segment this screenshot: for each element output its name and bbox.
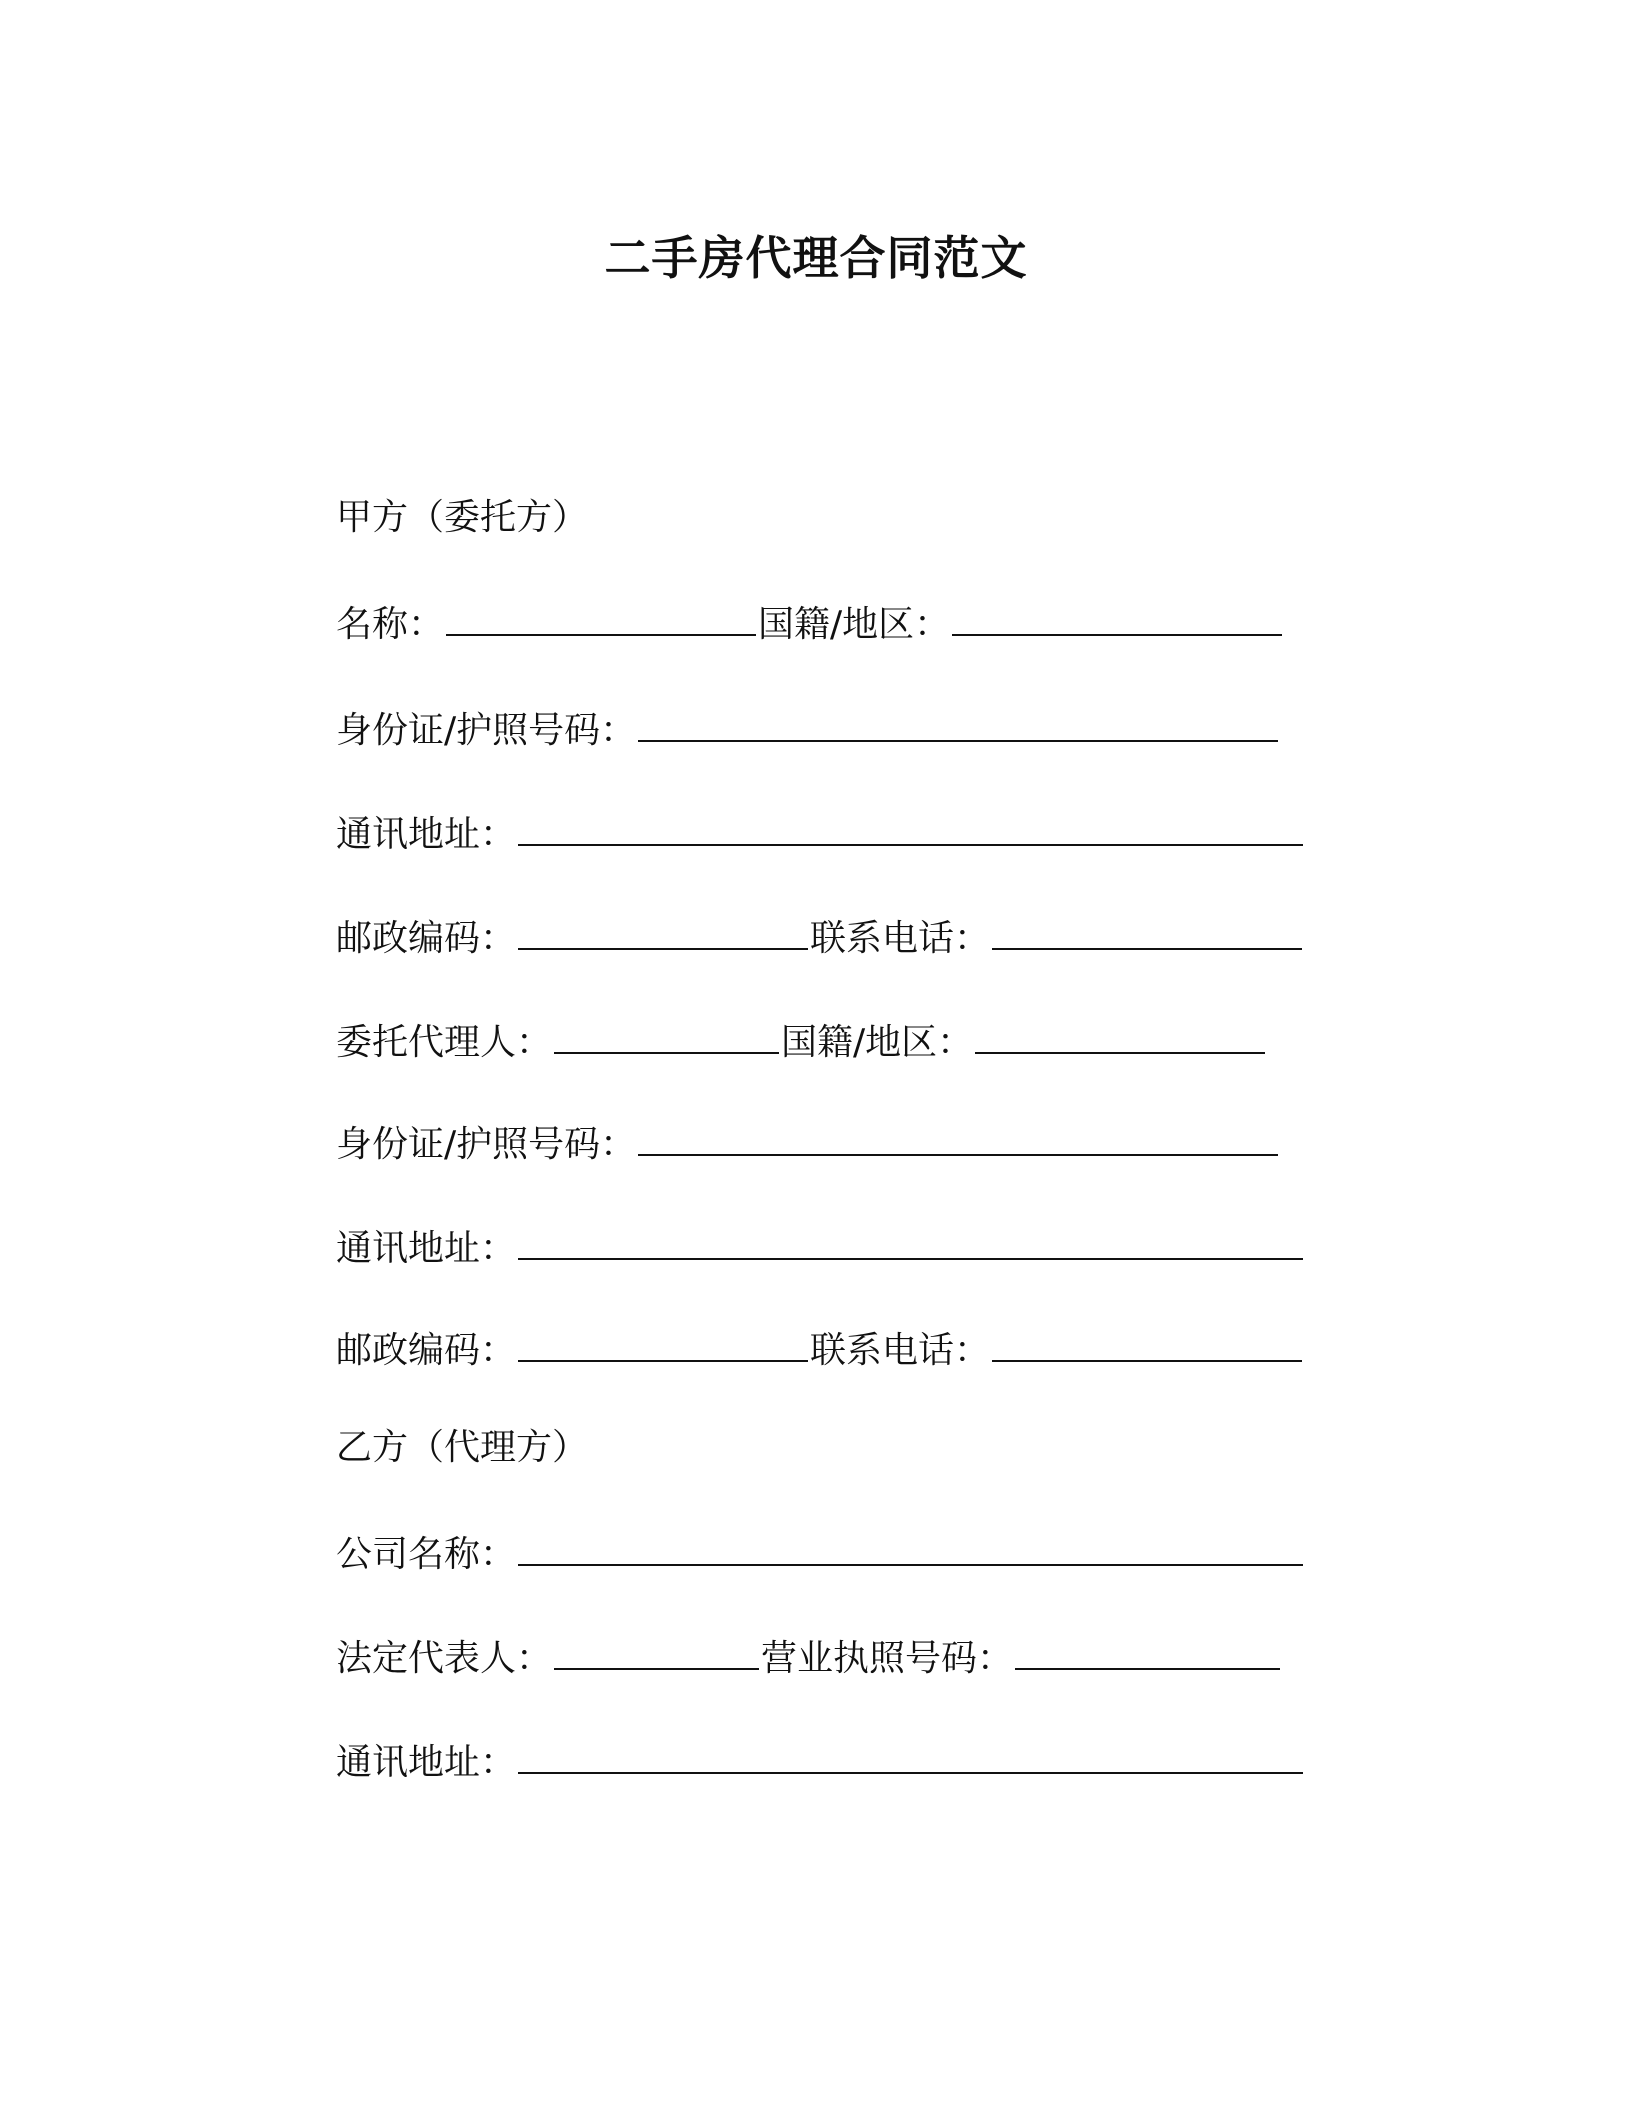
agent-nationality-blank[interactable] xyxy=(975,1018,1265,1054)
license-label: 营业执照号码： xyxy=(761,1638,1014,1679)
party-a-agent-postcode-row xyxy=(336,1326,1304,1375)
nationality-blank[interactable] xyxy=(952,600,1282,636)
phone-blank[interactable] xyxy=(992,914,1302,950)
party-b-legal-rep-row xyxy=(336,1634,1282,1683)
agent-address-label: 通讯地址： xyxy=(336,1228,517,1269)
agent-phone-blank[interactable] xyxy=(992,1326,1302,1362)
company-blank[interactable] xyxy=(518,1530,1303,1566)
agent-phone-label: 联系电话： xyxy=(810,1330,991,1371)
id-label: 身份证/护照号码： xyxy=(336,710,637,751)
company-address-label: 通讯地址： xyxy=(336,1742,517,1783)
phone-label: 联系电话： xyxy=(810,918,991,959)
party-a-agent-row xyxy=(336,1018,1267,1067)
agent-postcode-label: 邮政编码： xyxy=(336,1330,517,1371)
postcode-label: 邮政编码： xyxy=(336,918,517,959)
party-a-id-row xyxy=(336,706,1280,755)
party-b-heading: 乙方（代理方） xyxy=(336,1427,589,1468)
name-blank[interactable] xyxy=(446,600,756,636)
name-label: 名称： xyxy=(336,604,445,645)
party-a-heading: 甲方（委托方） xyxy=(336,497,589,538)
agent-blank[interactable] xyxy=(554,1018,779,1054)
legal-rep-blank[interactable] xyxy=(554,1634,759,1670)
party-b-address-row xyxy=(336,1738,1305,1787)
company-address-blank[interactable] xyxy=(518,1738,1303,1774)
party-a-address-row xyxy=(336,810,1305,859)
id-blank[interactable] xyxy=(638,706,1278,742)
address-blank[interactable] xyxy=(518,810,1303,846)
party-b-company-row xyxy=(336,1530,1305,1579)
agent-postcode-blank[interactable] xyxy=(518,1326,808,1362)
agent-id-blank[interactable] xyxy=(638,1120,1278,1156)
postcode-blank[interactable] xyxy=(518,914,808,950)
legal-rep-label: 法定代表人： xyxy=(336,1638,553,1679)
document-title: 二手房代理合同范文 xyxy=(604,231,1028,285)
license-blank[interactable] xyxy=(1015,1634,1280,1670)
party-a-agent-id-row xyxy=(336,1120,1280,1169)
agent-label: 委托代理人： xyxy=(336,1022,553,1063)
party-a-name-row xyxy=(336,600,1284,649)
party-a-agent-address-row xyxy=(336,1224,1305,1273)
nationality-label: 国籍/地区： xyxy=(758,604,951,645)
party-a-postcode-row xyxy=(336,914,1304,963)
agent-address-blank[interactable] xyxy=(518,1224,1303,1260)
company-label: 公司名称： xyxy=(336,1534,517,1575)
agent-id-label: 身份证/护照号码： xyxy=(336,1124,637,1165)
agent-nationality-label: 国籍/地区： xyxy=(781,1022,974,1063)
address-label: 通讯地址： xyxy=(336,814,517,855)
